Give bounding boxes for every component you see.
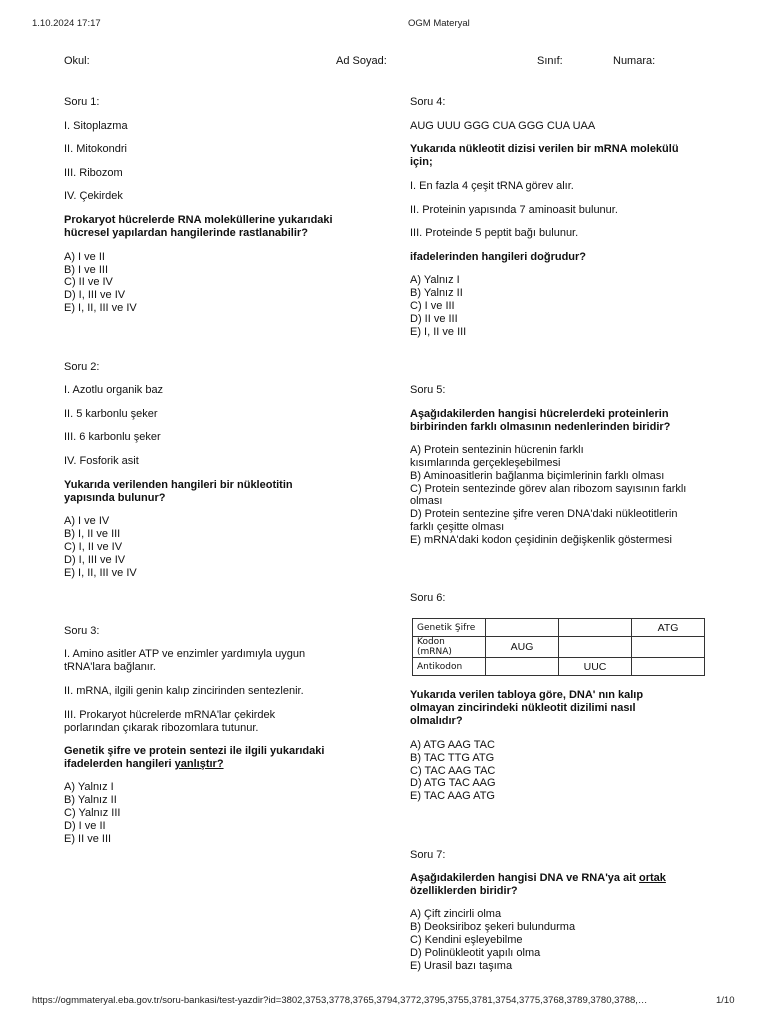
table-cell <box>486 619 559 637</box>
answer-option[interactable]: D) II ve III <box>410 313 458 325</box>
table-cell <box>632 658 705 676</box>
statement: III. Proteinde 5 peptit bağı bulunur. <box>410 227 579 239</box>
answer-option[interactable]: A) Yalnız I <box>410 274 460 286</box>
answer-option[interactable]: C) Kendini eşleyebilme <box>410 934 523 946</box>
answer-option[interactable]: B) TAC TTG ATG <box>410 752 495 764</box>
page-number: 1/10 <box>716 995 735 1006</box>
question-stem: hücresel yapılardan hangilerinde rastlanabilir? <box>64 227 308 239</box>
answer-option[interactable]: E) TAC AAG ATG <box>410 790 495 802</box>
answer-option[interactable]: C) Yalnız III <box>64 807 121 819</box>
table-cell: AUG <box>486 637 559 658</box>
statement: III. Prokaryot hücrelerde mRNA'lar çekirdek <box>64 709 276 721</box>
print-datetime: 1.10.2024 17:17 <box>32 18 101 29</box>
table-cell <box>632 637 705 658</box>
question-stem: olmayan zincirindeki nükleotit dizilimi nasıl <box>410 702 636 714</box>
question-stem: Yukarıda nükleotit dizisi verilen bir mRNA molekülü <box>410 143 679 155</box>
footer-url[interactable]: https://ogmmateryal.eba.gov.tr/soru-bankasi/test-yazdir?id=3802,3753,3778,3765,3794,3772,3795,3755,3781,3754,3775,3768,3789,3780,3788,… <box>32 995 648 1006</box>
statement: I. Azotlu organik baz <box>64 384 164 396</box>
name-field-label: Ad Soyad: <box>336 55 387 67</box>
answer-option[interactable]: C) II ve IV <box>64 276 113 288</box>
answer-option[interactable]: D) I ve II <box>64 820 106 832</box>
question-stem: özelliklerden biridir? <box>410 885 518 897</box>
answer-option[interactable]: B) I ve III <box>64 264 109 276</box>
row-label: Genetik Şifre <box>413 619 486 637</box>
statement: II. 5 karbonlu şeker <box>64 408 158 420</box>
statement: IV. Çekirdek <box>64 190 123 202</box>
question-stem: Genetik şifre ve protein sentezi ile ilgili yukarıdaki <box>64 745 325 757</box>
statement: II. mRNA, ilgili genin kalıp zincirinden sentezlenir. <box>64 685 304 697</box>
answer-option[interactable]: A) ATG AAG TAC <box>410 739 495 751</box>
question-title: Soru 5: <box>410 384 446 396</box>
statement: I. Amino asitler ATP ve enzimler yardımıyla uygun <box>64 648 306 660</box>
row-label: Kodon (mRNA) <box>413 637 486 658</box>
question-stem <box>410 872 666 884</box>
row-label: Antikodon <box>413 658 486 676</box>
answer-option[interactable]: E) I, II ve III <box>410 326 467 338</box>
number-field-label: Numara: <box>613 55 656 67</box>
table-cell: UUC <box>559 658 632 676</box>
question-stem: Yukarıda verilenden hangileri bir nükleotitin <box>64 479 293 491</box>
genetic-code-table <box>412 618 705 676</box>
answer-option[interactable]: E) II ve III <box>64 833 112 845</box>
table-row <box>413 619 705 637</box>
answer-option[interactable]: A) I ve II <box>64 251 105 263</box>
answer-option[interactable]: C) I ve III <box>410 300 455 312</box>
question-stem <box>64 758 224 770</box>
answer-option[interactable]: E) Urasil bazı taşıma <box>410 960 513 972</box>
answer-option[interactable]: D) I, III ve IV <box>64 554 126 566</box>
stem-text: ifadelerden hangileri <box>64 758 175 770</box>
question-stem: yapısında bulunur? <box>64 492 166 504</box>
table-cell <box>559 637 632 658</box>
answer-option[interactable]: D) ATG TAC AAG <box>410 777 496 789</box>
question-title: Soru 2: <box>64 361 100 373</box>
statement: tRNA'lara bağlanır. <box>64 661 156 673</box>
statement: porlarından çıkarak ribozomlara tutunur. <box>64 722 259 734</box>
answer-option[interactable]: olması <box>410 495 443 507</box>
question-stem: olmalıdır? <box>410 715 463 727</box>
statement: I. En fazla 4 çeşit tRNA görev alır. <box>410 180 574 192</box>
question-title: Soru 6: <box>410 592 446 604</box>
table-row <box>413 658 705 676</box>
statement: III. Ribozom <box>64 167 123 179</box>
answer-option[interactable]: B) Yalnız II <box>410 287 463 299</box>
question-stem: için; <box>410 156 433 168</box>
stem-underlined-word: yanlıştır? <box>174 758 224 770</box>
school-field-label: Okul: <box>64 55 90 67</box>
stem-text: Aşağıdakilerden hangisi DNA ve RNA'ya ait <box>410 872 639 884</box>
answer-option[interactable]: A) Protein sentezinin hücrenin farklı <box>410 444 584 456</box>
question-title: Soru 4: <box>410 96 446 108</box>
question-title: Soru 3: <box>64 625 100 637</box>
table-cell: ATG <box>632 619 705 637</box>
answer-option[interactable]: B) Deoksiriboz şekeri bulundurma <box>410 921 576 933</box>
answer-option[interactable]: E) I, II, III ve IV <box>64 302 137 314</box>
table-cell <box>486 658 559 676</box>
question-stem: Aşağıdakilerden hangisi hücrelerdeki proteinlerin <box>410 408 669 420</box>
answer-option[interactable]: C) I, II ve IV <box>64 541 123 553</box>
answer-option[interactable]: B) Aminoasitlerin bağlanma biçimlerinin farklı olması <box>410 470 665 482</box>
question-stem: ifadelerinden hangileri doğrudur? <box>410 251 587 263</box>
answer-option[interactable]: D) I, III ve IV <box>64 289 126 301</box>
answer-option[interactable]: kısımlarında gerçekleşebilmesi <box>410 457 561 469</box>
statement: II. Proteinin yapısında 7 aminoasit bulunur. <box>410 204 618 216</box>
question-title: Soru 1: <box>64 96 100 108</box>
page-title: OGM Materyal <box>408 18 470 29</box>
mrna-sequence: AUG UUU GGG CUA GGG CUA UAA <box>410 120 596 132</box>
statement: IV. Fosforik asit <box>64 455 139 467</box>
answer-option[interactable]: D) Polinükleotit yapılı olma <box>410 947 541 959</box>
answer-option[interactable]: C) TAC AAG TAC <box>410 765 496 777</box>
table-cell <box>559 619 632 637</box>
answer-option[interactable]: D) Protein sentezine şifre veren DNA'daki nükleotitlerin <box>410 508 678 520</box>
question-stem: birbirinden farklı olmasının nedenlerinden biridir? <box>410 421 671 433</box>
statement: II. Mitokondri <box>64 143 127 155</box>
class-field-label: Sınıf: <box>537 55 563 67</box>
answer-option[interactable]: A) Çift zincirli olma <box>410 908 502 920</box>
answer-option[interactable]: B) Yalnız II <box>64 794 117 806</box>
answer-option[interactable]: E) mRNA'daki kodon çeşidinin değişkenlik göstermesi <box>410 534 672 546</box>
question-title: Soru 7: <box>410 849 446 861</box>
table-row <box>413 637 705 658</box>
answer-option[interactable]: B) I, II ve III <box>64 528 121 540</box>
statement: I. Sitoplazma <box>64 120 128 132</box>
answer-option[interactable]: E) I, II, III ve IV <box>64 567 137 579</box>
stem-underlined-word: ortak <box>639 872 666 884</box>
statement: III. 6 karbonlu şeker <box>64 431 161 443</box>
question-stem: Yukarıda verilen tabloya göre, DNA' nın kalıp <box>410 689 644 701</box>
answer-option[interactable]: A) Yalnız I <box>64 781 114 793</box>
answer-option[interactable]: C) Protein sentezinde görev alan ribozom sayısının farklı <box>410 483 687 495</box>
question-stem: Prokaryot hücrelerde RNA moleküllerine yukarıdaki <box>64 214 333 226</box>
answer-option[interactable]: farklı çeşitte olması <box>410 521 505 533</box>
answer-option[interactable]: A) I ve IV <box>64 515 110 527</box>
